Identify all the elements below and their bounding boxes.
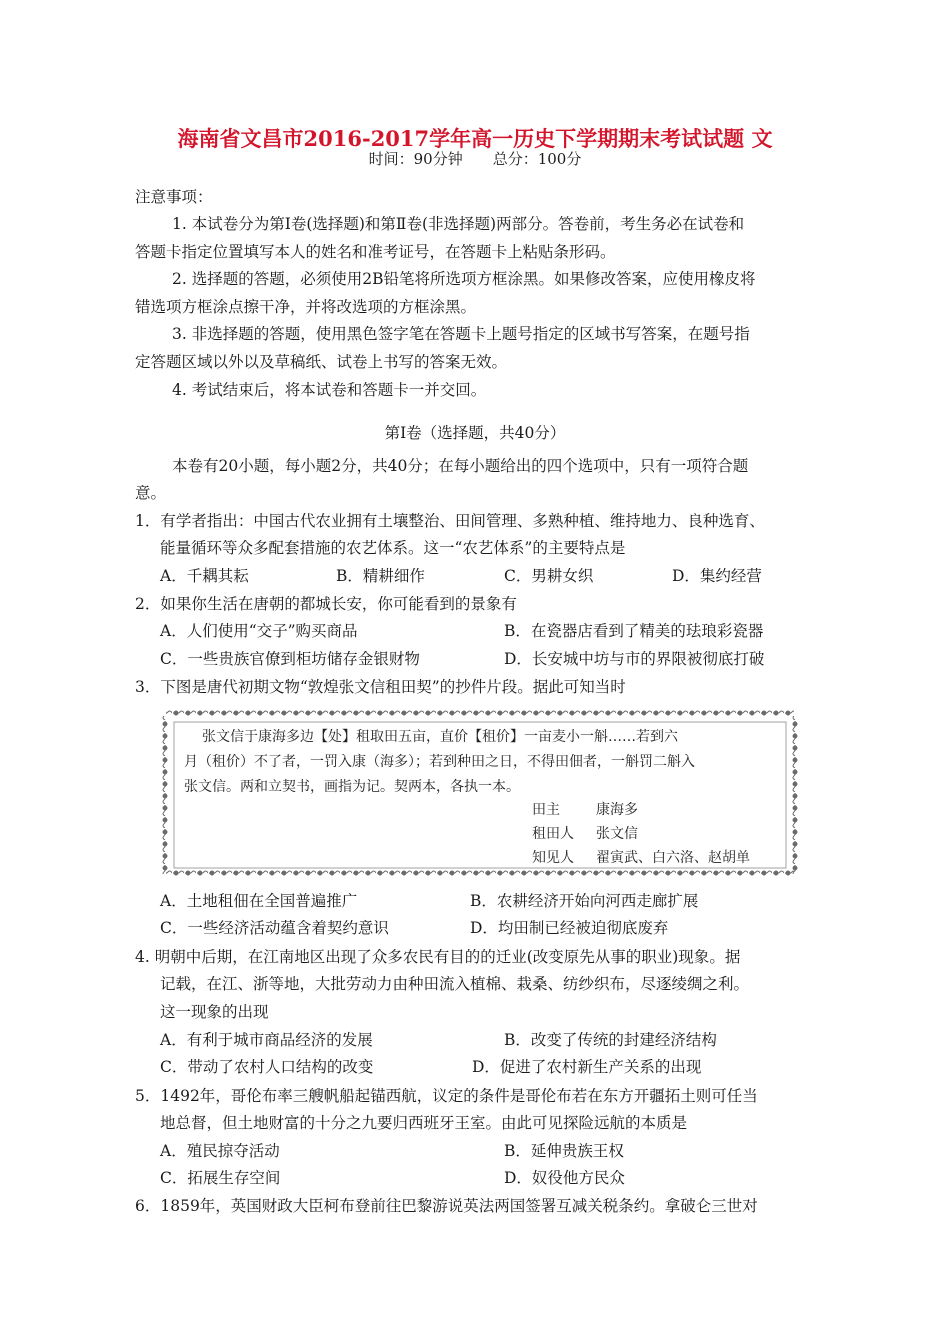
q3-option-d: D．均田制已经被迫彻底废弃 bbox=[470, 919, 669, 937]
q1-option-d: D．集约经营 bbox=[672, 567, 762, 585]
contract-party: 康海多 bbox=[596, 802, 638, 818]
q5-option-c: C．拓展生存空间 bbox=[160, 1169, 281, 1187]
q1-option-a: A．千耦其耘 bbox=[160, 567, 249, 585]
q6-stem: 6．1859年，英国财政大臣柯布登前往巴黎游说英法两国签署互减关税条约。拿破仑三世对 bbox=[135, 1197, 758, 1215]
note-line: 定答题区域以外以及草稿纸、试卷上书写的答案无效。 bbox=[135, 353, 508, 371]
contract-line: 张文信。两和立契书，画指为记。契两本，各执一本。 bbox=[184, 779, 520, 795]
q1-option-c: C．男耕女织 bbox=[504, 567, 594, 585]
contract-role: 田主 bbox=[532, 802, 560, 818]
contract-line: 张文信于康海多边【处】租取田五亩，直价【租价】一亩麦小一斛……若到六 bbox=[202, 729, 678, 745]
q1-option-b: B．精耕细作 bbox=[336, 567, 425, 585]
q3-stem: 3．下图是唐代初期文物“敦煌张文信租田契”的抄件片段。据此可知当时 bbox=[135, 678, 626, 696]
q5-stem: 5．1492年，哥伦布率三艘帆船起锚西航，议定的条件是哥伦布若在东方开疆拓土则可任当 bbox=[135, 1087, 758, 1105]
q2-option-c: C．一些贵族官僚到柜坊储存金银财物 bbox=[160, 650, 420, 668]
contract-party: 张文信 bbox=[596, 826, 638, 842]
q4-option-d: D．促进了农村新生产关系的出现 bbox=[472, 1058, 702, 1076]
note-line: 1. 本试卷分为第Ⅰ卷(选择题)和第Ⅱ卷(非选择题)两部分。答卷前，考生务必在试卷和 bbox=[172, 215, 745, 233]
q4-stem-cont: 记载，在江、浙等地，大批劳动力由种田流入植棉、栽桑、纺纱织布，尽逐绫绸之利。 bbox=[160, 975, 750, 993]
note-line: 答题卡指定位置填写本人的姓名和准考证号，在答题卡上粘贴条形码。 bbox=[135, 243, 616, 261]
contract-image bbox=[160, 708, 800, 882]
q4-option-b: B．改变了传统的封建经济结构 bbox=[504, 1031, 717, 1049]
q5-option-b: B．延伸贵族王权 bbox=[504, 1142, 624, 1160]
section-intro: 本卷有20小题，每小题2分，共40分；在每小题给出的四个选项中，只有一项符合题 bbox=[172, 457, 749, 475]
q5-stem-cont: 地总督，但土地财富的十分之九要归西班牙王室。由此可见探险远航的本质是 bbox=[160, 1114, 688, 1132]
note-line: 3. 非选择题的答题，使用黑色签字笔在答题卡上题号指定的区域书写答案，在题号指 bbox=[172, 325, 750, 343]
note-line: 错选项方框涂点擦干净，并将改选项的方框涂黑。 bbox=[135, 298, 477, 316]
q2-option-b: B．在瓷器店看到了精美的珐琅彩瓷器 bbox=[504, 622, 764, 640]
q2-option-d: D．长安城中坊与市的界限被彻底打破 bbox=[504, 650, 765, 668]
section-heading: 第Ⅰ卷（选择题，共40分） bbox=[384, 424, 566, 442]
note-line: 2. 选择题的答题，必须使用2B铅笔将所选项方框涂黑。如果修改答案，应使用橡皮将 bbox=[172, 270, 756, 288]
q2-stem: 2．如果你生活在唐朝的都城长安，你可能看到的景象有 bbox=[135, 595, 517, 613]
contract-role: 租田人 bbox=[532, 826, 574, 842]
q4-option-a: A．有利于城市商品经济的发展 bbox=[160, 1031, 373, 1049]
q2-option-a: A．人们使用“交子”购买商品 bbox=[160, 622, 358, 640]
q4-stem: 4. 明朝中后期，在江南地区出现了众多农民有目的的迁业(改变原先从事的职业)现象。据 bbox=[135, 948, 741, 966]
q3-option-a: A．土地租佃在全国普遍推广 bbox=[160, 892, 358, 910]
contract-line: 月（租价）不了者，一罚入康（海多）；若到种田之日，不得田佃者，一斛罚二斛入 bbox=[184, 754, 695, 770]
q1-stem-cont: 能量循环等众多配套措施的农艺体系。这一“农艺体系”的主要特点是 bbox=[160, 539, 626, 557]
q3-option-c: C．一些经济活动蕴含着契约意识 bbox=[160, 919, 389, 937]
exam-time: 时间：90分钟 bbox=[368, 150, 463, 168]
q5-option-a: A．殖民掠夺活动 bbox=[160, 1142, 280, 1160]
q1-stem: 1．有学者指出：中国古代农业拥有土壤整治、田间管理、多熟种植、维持地力、良种选育、 bbox=[135, 512, 765, 530]
q4-option-c: C．带动了农村人口结构的改变 bbox=[160, 1058, 374, 1076]
q3-option-b: B．农耕经济开始向河西走廊扩展 bbox=[470, 892, 699, 910]
exam-score: 总分：100分 bbox=[492, 150, 582, 168]
document-title: 海南省文昌市2016-2017学年高一历史下学期期末考试试题 文 bbox=[177, 126, 773, 151]
contract-role: 知见人 bbox=[532, 850, 574, 866]
exam-meta bbox=[0, 149, 950, 169]
notes-heading: 注意事项： bbox=[135, 188, 213, 206]
note-line: 4. 考试结束后，将本试卷和答题卡一并交回。 bbox=[172, 381, 487, 399]
q4-stem-cont: 这一现象的出现 bbox=[160, 1003, 269, 1021]
q5-option-d: D．奴役他方民众 bbox=[504, 1169, 625, 1187]
contract-party: 翟寅武、白六洛、赵胡单 bbox=[596, 850, 750, 866]
section-intro-cont: 意。 bbox=[135, 484, 167, 502]
